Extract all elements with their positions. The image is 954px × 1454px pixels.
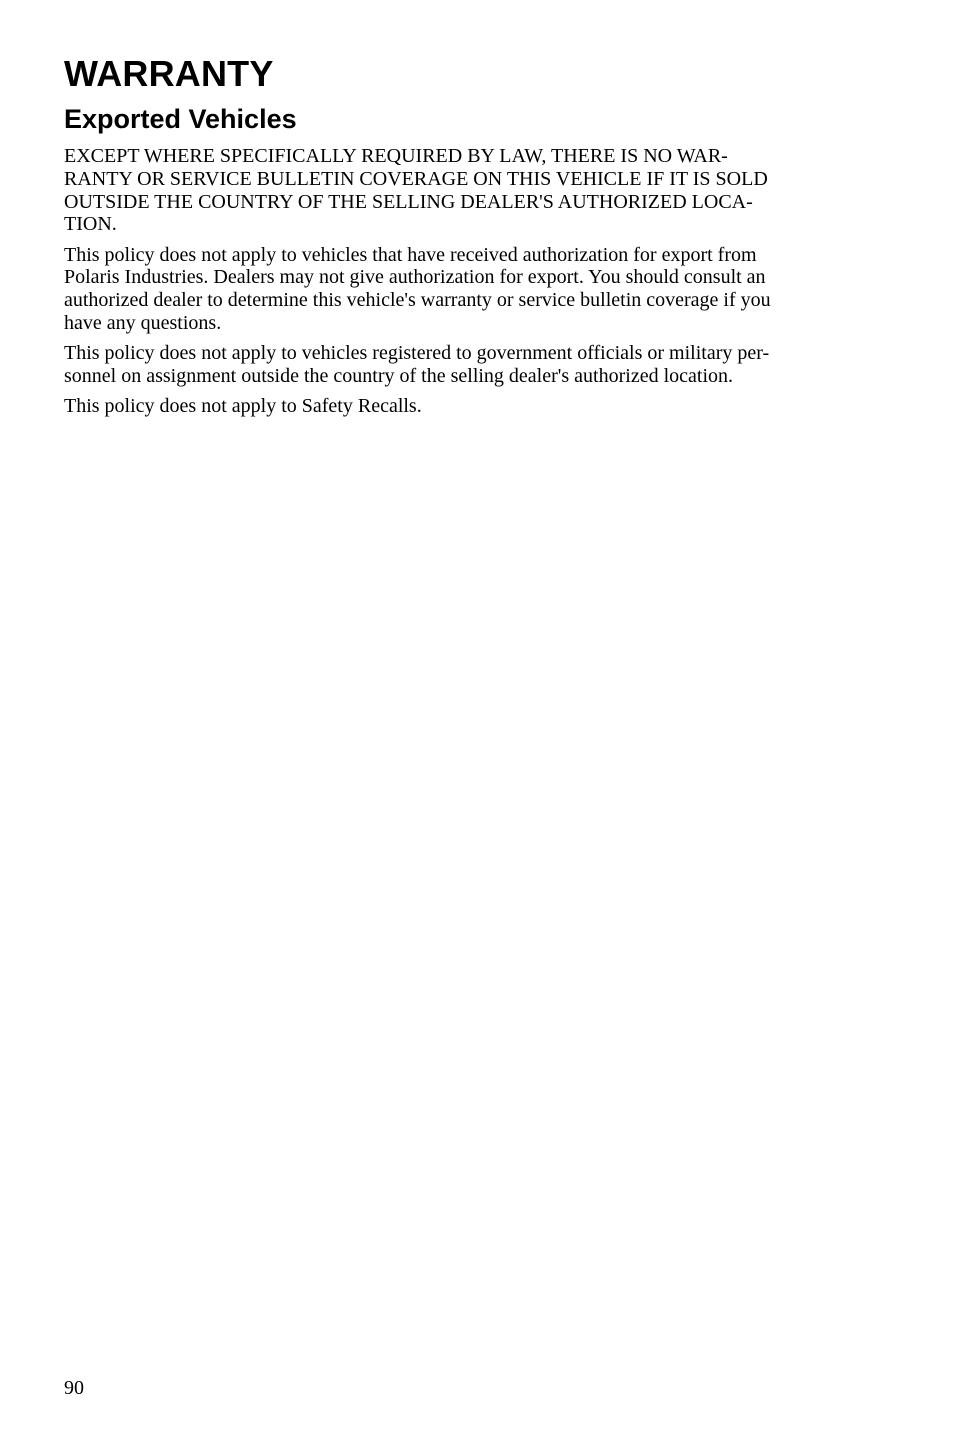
export-authorization-paragraph: This policy does not apply to vehicles that have received authorization for export from Polaris Industries. Dealers may not give authorization for export. You should consult an authorized dealer to determine this vehicle's warranty or service bulletin coverage if you have any questions. xyxy=(64,243,771,335)
body-text xyxy=(64,145,874,426)
subsection-title: Exported Vehicles xyxy=(64,104,297,134)
government-military-paragraph: This policy does not apply to vehicles registered to government officials or military per- sonnel on assignment outside the country of the selling dealer's authorized location. xyxy=(64,342,770,388)
warning-paragraph: EXCEPT WHERE SPECIFICALLY REQUIRED BY LAW, THERE IS NO WAR- RANTY OR SERVICE BULLETIN COVERAGE ON THIS VEHICLE IF IT IS SOLD OUTSIDE THE COUNTRY OF THE SELLING DEALER'S AUTHORIZED LOCA- TION. xyxy=(64,145,768,236)
safety-recalls-paragraph: This policy does not apply to Safety Recalls. xyxy=(64,395,422,418)
section-title: WARRANTY xyxy=(64,53,274,94)
page-number: 90 xyxy=(64,1377,84,1399)
